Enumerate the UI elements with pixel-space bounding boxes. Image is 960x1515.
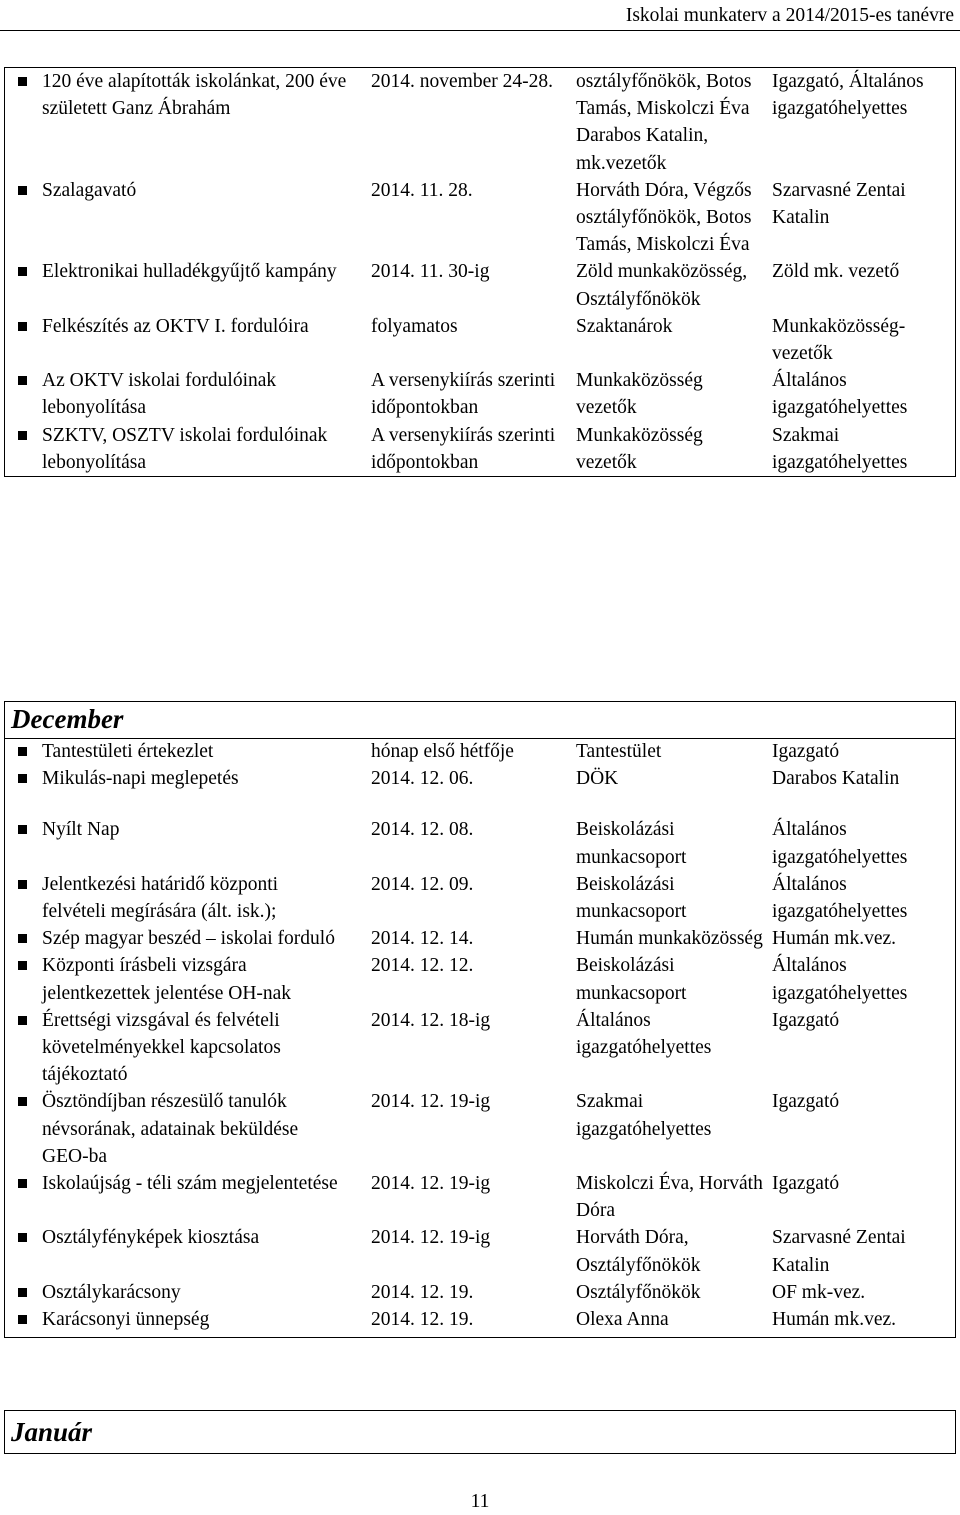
responsible-text: Miskolczi Éva, Horváth Dóra <box>576 1173 763 1222</box>
responsible-text: Tantestület <box>576 741 662 762</box>
event-text: Az OKTV iskolai fordulóinak lebonyolítása <box>42 370 277 419</box>
responsible-text: Általános igazgatóhelyettes <box>576 1009 712 1059</box>
table-row <box>5 765 955 792</box>
cell-supervisor <box>766 1224 955 1278</box>
cell-responsible <box>571 738 766 765</box>
cell-event <box>5 1279 345 1306</box>
supervisor-text: Humán mk.vez. <box>772 1309 897 1331</box>
cell-responsible <box>571 68 766 177</box>
cell-date <box>345 1170 571 1224</box>
cell-supervisor <box>766 1088 955 1170</box>
cell-event <box>5 738 345 765</box>
event-text: Karácsonyi ünnepség <box>42 1309 210 1331</box>
cell-responsible <box>571 367 766 421</box>
cell-event <box>5 1170 345 1224</box>
supervisor-text: Igazgató <box>772 1009 840 1031</box>
december-table <box>4 701 956 1338</box>
event-text: Szép magyar beszéd – iskolai forduló <box>42 928 335 950</box>
table-row <box>5 1007 955 1089</box>
supervisor-text: Általános igazgatóhelyettes <box>772 370 908 419</box>
cell-supervisor <box>766 1007 955 1089</box>
cell-event <box>5 313 362 367</box>
event-text: Mikulás-napi meglepetés <box>42 768 239 790</box>
square-bullet-icon <box>18 961 27 970</box>
cell-date <box>362 258 571 312</box>
responsible-text: Zöld munkaközösség, Osztályfőnökök <box>576 261 748 310</box>
cell-date <box>362 313 571 367</box>
square-bullet-icon <box>18 1315 27 1324</box>
supervisor-text: Munkaközösség-vezetők <box>772 315 906 365</box>
event-text: SZKTV, OSZTV iskolai fordulóinak lebonyolítása <box>42 424 328 473</box>
cell-responsible <box>571 313 766 367</box>
cell-event <box>5 258 362 312</box>
date-text: 2014. 11. 30-ig <box>371 261 490 283</box>
cell-responsible <box>571 1170 766 1224</box>
cell-date <box>345 1088 571 1170</box>
cell-supervisor <box>766 422 955 476</box>
table-row <box>5 313 955 367</box>
date-text: folyamatos <box>371 315 458 337</box>
square-bullet-icon <box>18 376 27 385</box>
responsible-text: Munkaközösség vezetők <box>576 370 703 419</box>
date-text: 2014. 12. 19-ig <box>371 1173 491 1195</box>
event-text: Érettségi vizsgával és felvételi követelményekkel kapcsolatos tájékoztató <box>42 1009 281 1086</box>
month-title-december: December <box>11 704 124 734</box>
square-bullet-icon <box>18 77 27 86</box>
event-text: Osztálykarácsony <box>42 1281 181 1303</box>
cell-responsible <box>571 952 766 1006</box>
cell-date <box>362 177 571 259</box>
cell-date <box>362 68 571 177</box>
date-text: 2014. 12. 19-ig <box>371 1091 491 1113</box>
responsible-text: Beiskolázási munkacsoport <box>576 873 687 923</box>
cell-event <box>5 765 345 792</box>
square-bullet-icon <box>18 267 27 276</box>
supervisor-text: Igazgató <box>772 1091 840 1113</box>
responsible-text: DÖK <box>576 768 619 790</box>
square-bullet-icon <box>18 1016 27 1025</box>
square-bullet-icon <box>18 1233 27 1242</box>
date-text: 2014. 12. 06. <box>371 768 474 790</box>
cell-responsible <box>571 1306 766 1333</box>
square-bullet-icon <box>18 1288 27 1297</box>
square-bullet-icon <box>18 322 27 331</box>
responsible-text: Humán munkaközösség <box>576 928 763 950</box>
cell-event <box>5 871 345 925</box>
table-row <box>5 738 955 765</box>
cell-responsible <box>571 1279 766 1306</box>
square-bullet-icon <box>18 431 27 440</box>
cell-supervisor <box>766 925 955 952</box>
cell-responsible <box>571 1224 766 1278</box>
supervisor-text: Darabos Katalin <box>772 768 900 790</box>
supervisor-text: OF mk-vez. <box>772 1281 866 1303</box>
table-row <box>5 952 955 1006</box>
cell-date <box>362 422 571 476</box>
cell-date <box>345 1306 571 1333</box>
event-text: Osztályfényképek kiosztása <box>42 1227 260 1249</box>
cell-responsible <box>571 765 766 792</box>
date-text: 2014. 12. 19. <box>371 1309 474 1331</box>
cell-event <box>5 68 362 177</box>
cell-date <box>345 1007 571 1089</box>
cell-responsible <box>571 871 766 925</box>
supervisor-text: Szarvasné Zentai Katalin <box>772 1227 906 1276</box>
cell-responsible <box>571 177 766 259</box>
responsible-text: osztályfőnökök, Botos Tamás, Miskolczi Éva Darabos Katalin, mk.vezetők <box>576 71 752 174</box>
supervisor-text: Zöld mk. vezető <box>772 261 900 283</box>
date-text: 2014. 12. 12. <box>371 955 474 977</box>
event-text: Elektronikai hulladékgyűjtő kampány <box>42 261 337 283</box>
cell-date <box>362 367 571 421</box>
cell-supervisor <box>766 738 955 765</box>
november-table <box>4 67 956 477</box>
cell-responsible <box>571 925 766 952</box>
cell-event <box>5 177 362 259</box>
cell-supervisor <box>766 871 955 925</box>
page-number: 11 <box>470 1491 490 1512</box>
cell-supervisor <box>766 68 955 177</box>
cell-event <box>5 925 345 952</box>
supervisor-text: Igazgató <box>772 1173 840 1195</box>
date-text: 2014. 12. 09. <box>371 873 474 895</box>
cell-supervisor <box>766 313 955 367</box>
date-text: 2014. 11. 28. <box>371 179 473 201</box>
table-row <box>5 1224 955 1278</box>
table-row <box>5 177 955 259</box>
cell-supervisor <box>766 952 955 1006</box>
cell-date <box>345 816 571 870</box>
cell-supervisor <box>766 177 955 259</box>
date-text: 2014. november 24-28. <box>371 71 553 92</box>
event-text: Szalagavató <box>42 179 137 201</box>
event-text: Felkészítés az OKTV I. fordulóira <box>42 315 309 337</box>
square-bullet-icon <box>18 1097 27 1106</box>
responsible-text: Olexa Anna <box>576 1309 669 1331</box>
square-bullet-icon <box>18 186 27 195</box>
cell-event <box>5 1088 345 1170</box>
cell-supervisor <box>766 367 955 421</box>
event-text: 120 éve alapították iskolánkat, 200 éve született Ganz Ábrahám <box>42 71 347 120</box>
cell-supervisor <box>766 1170 955 1224</box>
january-table <box>4 1410 956 1454</box>
responsible-text: Munkaközösség vezetők <box>576 424 703 473</box>
month-title-january: Január <box>11 1417 93 1447</box>
date-text: A versenykiírás szerinti időpontokban <box>371 370 556 419</box>
table-row <box>5 258 955 312</box>
supervisor-text: Szarvasné Zentai Katalin <box>772 179 906 229</box>
event-text: Jelentkezési határidő központi felvételi megírására (ált. isk.); <box>42 873 279 923</box>
cell-date <box>345 952 571 1006</box>
square-bullet-icon <box>18 934 27 943</box>
cell-supervisor <box>766 816 955 870</box>
supervisor-text: Általános igazgatóhelyettes <box>772 819 908 868</box>
table-row <box>5 925 955 952</box>
cell-event <box>5 1306 345 1333</box>
supervisor-text: Igazgató <box>772 741 840 762</box>
cell-supervisor <box>766 1279 955 1306</box>
supervisor-text: Általános igazgatóhelyettes <box>772 873 908 923</box>
table-row <box>5 367 955 421</box>
table-row <box>5 1088 955 1170</box>
cell-date <box>345 871 571 925</box>
responsible-text: Horváth Dóra, Végzős osztályfőnökök, Botos Tamás, Miskolczi Éva <box>576 179 752 256</box>
responsible-text: Horváth Dóra, Osztályfőnökök <box>576 1227 701 1276</box>
responsible-text: Osztályfőnökök <box>576 1281 701 1303</box>
cell-event <box>5 367 362 421</box>
table-row <box>5 422 955 476</box>
cell-responsible <box>571 422 766 476</box>
cell-event <box>5 422 362 476</box>
cell-event <box>5 952 345 1006</box>
cell-supervisor <box>766 1306 955 1333</box>
cell-supervisor <box>766 258 955 312</box>
responsible-text: Szaktanárok <box>576 315 673 337</box>
date-text: 2014. 12. 08. <box>371 819 474 841</box>
cell-responsible <box>571 258 766 312</box>
date-text: 2014. 12. 18-ig <box>371 1009 491 1031</box>
cell-date <box>345 925 571 952</box>
cell-event <box>5 1007 345 1089</box>
cell-date <box>345 738 571 765</box>
event-text: Iskolaújság - téli szám megjelentetése <box>42 1173 338 1195</box>
supervisor-text: Humán mk.vez. <box>772 928 897 950</box>
responsible-text: Beiskolázási munkacsoport <box>576 819 687 868</box>
cell-responsible <box>571 1007 766 1089</box>
square-bullet-icon <box>18 1179 27 1188</box>
event-text: Ösztöndíjban részesülő tanulók névsorának, adatainak beküldése GEO-ba <box>42 1091 299 1167</box>
date-text: A versenykiírás szerinti időpontokban <box>371 424 556 473</box>
supervisor-text: Szakmai igazgatóhelyettes <box>772 424 908 473</box>
cell-event <box>5 816 345 870</box>
table-row <box>5 871 955 925</box>
cell-responsible <box>571 1088 766 1170</box>
table-row <box>5 1170 955 1224</box>
cell-date <box>345 765 571 792</box>
square-bullet-icon <box>18 825 27 834</box>
supervisor-text: Igazgató, Általános igazgatóhelyettes <box>772 71 924 120</box>
table-row <box>5 816 955 870</box>
cell-supervisor <box>766 765 955 792</box>
date-text: hónap első hétfője <box>371 741 514 762</box>
square-bullet-icon <box>18 880 27 889</box>
table-row <box>5 68 955 177</box>
square-bullet-icon <box>18 774 27 783</box>
cell-date <box>345 1279 571 1306</box>
header-rule <box>0 30 960 31</box>
table-row <box>5 1279 955 1306</box>
running-header: Iskolai munkaterv a 2014/2015-es tanévre <box>625 5 954 26</box>
table-row <box>5 1306 955 1333</box>
square-bullet-icon <box>18 747 27 756</box>
cell-date <box>345 1224 571 1278</box>
event-text: Nyílt Nap <box>42 819 120 841</box>
date-text: 2014. 12. 19. <box>371 1281 474 1303</box>
responsible-text: Beiskolázási munkacsoport <box>576 955 687 1004</box>
supervisor-text: Általános igazgatóhelyettes <box>772 955 908 1004</box>
responsible-text: Szakmai igazgatóhelyettes <box>576 1091 712 1140</box>
cell-event <box>5 1224 345 1278</box>
date-text: 2014. 12. 14. <box>371 928 474 950</box>
event-text: Központi írásbeli vizsgára jelentkezettek jelentése OH-nak <box>42 955 292 1004</box>
event-text: Tantestületi értekezlet <box>42 741 214 762</box>
cell-responsible <box>571 816 766 870</box>
date-text: 2014. 12. 19-ig <box>371 1227 491 1249</box>
